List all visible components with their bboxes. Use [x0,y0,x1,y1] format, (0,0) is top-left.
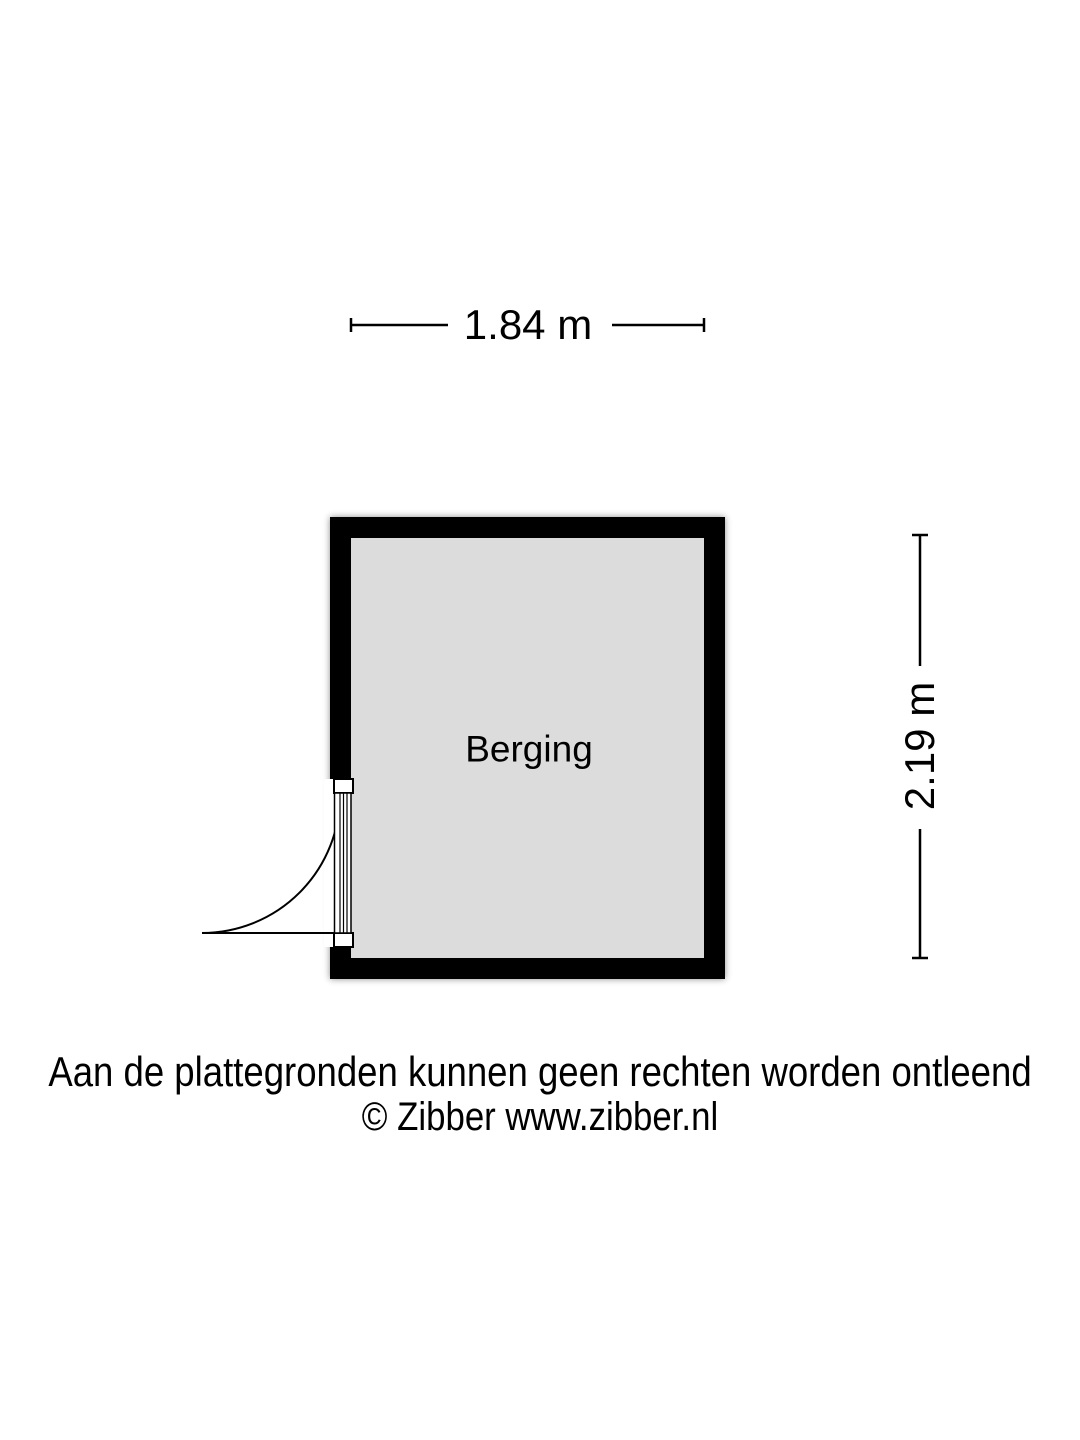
door-jamb-top [334,779,353,793]
height-dimension-label: 2.19 m [896,681,943,811]
footer-disclaimer: Aan de plattegronden kunnen geen rechten worden ontleend [48,1048,1032,1095]
room-label: Berging [465,728,593,770]
footer-credit: © Zibber www.zibber.nl [361,1095,719,1139]
door-swing-arc [202,795,340,933]
width-dimension-label: 1.84 m [463,301,593,348]
door-leaf [335,793,352,933]
door-jamb-bottom [334,933,353,947]
